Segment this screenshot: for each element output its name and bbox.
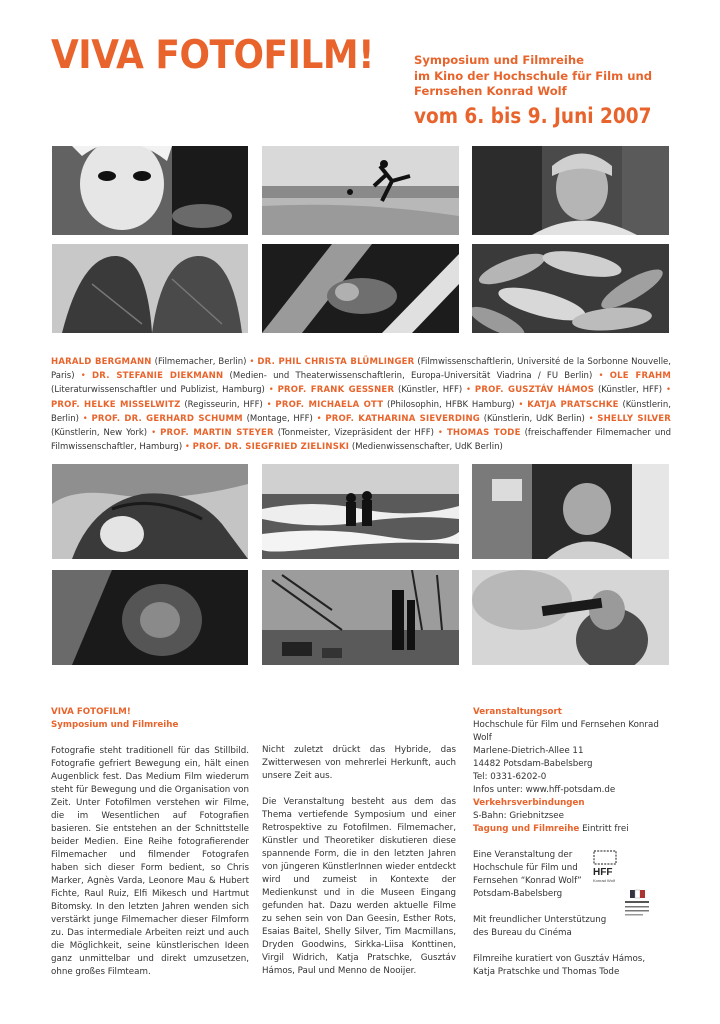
program-para-2: Die Veranstaltung besteht aus dem das Thema vertiefende Symposium und einer Retrospektive zu Fotofilmen. Filmemacher, Künstler und Theoretiker diskutieren diese spannende Form, die in den letzten Jahren von jüngeren KünstlerInnen wieder entdeckt wird und zumeist in Kontexte der Medienkunst und in die Museen Eingang gefunden hat. Dazu werden aktuelle Filme zu sehen sein von Dan Geesin, Esther Rots, Esaias Baitel, Shelly Silver, Tim Macmillans, Dryden Goodwins, Sirkka-Liisa Konttinen, Virgil Widrich, Katja Pratschke, Gusztáv Hámos, Paul und Menno de Nooijer. [262,797,456,976]
intro-body: Fotografie steht traditionell für das Stillbild. Fotografie gefriert Bewegung ein, hält einen Augenblick fest. Das Medium Film wiederum steht für Bewegung und die Organisation von Zeit. Unter Fotofilmen verstehen wir Filme, die im Wesentlichen auf Fotografien basieren. Sie entstehen an der Schnittstelle beider Medien. Eine Reihe fotografierender Filmemacher und filmender Fotografen haben sich dieser Form bedient, so Chris Marker, Agnès Varda, Leonore Mau & Hubert Fichte, Raul Ruiz, Elfi Mikesch und Hartmut Bitomsky. In den letzten Jahren wenden sich verstärkt junge Filmemacher dieser Filmform zu. Das intermediale Arbeiten reizt und auch die Möglichkeit, seine künstlerischen Ideen ganz unmittelbar und direkt umzusetzen, ohne großes Filmteam. [51,746,249,977]
participant-desc: (Künstlerin, New York) [51,428,148,439]
poster-title: VIVA FOTOFILM! [51,33,375,78]
support-line: Mit freundlicher Unterstützung [473,915,607,925]
participant-desc: (Filmemacher, Berlin) [154,357,247,367]
venue-line[interactable]: Infos unter: www.hff-potsdam.de [473,785,616,795]
participant-desc: (Literaturwissenschaftler und Publizist, Hamburg) [51,385,265,396]
participant-name: OLE FRAHM [609,371,671,382]
participant-name: KATJA PRATSCHKE [527,399,619,410]
photo-woman-hair [52,464,248,559]
admission-heading: Tagung und Filmreihe [473,824,580,834]
participant-name: PROF. DR. GERHARD SCHUMM [91,413,243,424]
participant-name: PROF. GUSZTÁV HÁMOS [474,385,595,396]
intro-subtitle: Symposium und Filmreihe [51,720,179,730]
participant-desc: (Medien- und Theaterwissenschaftlerin, Europa-Universität Viadrina / FU Berlin) [229,371,593,382]
participant-name: PROF. DR. SIEGFRIED ZIELINSKI [192,442,350,453]
photo-beach-kick [262,146,459,235]
hff-logo [592,850,628,884]
photo-man-portrait [472,146,669,235]
participant-name: PROF. FRANK GESSNER [277,385,395,396]
participant-name: DR. PHIL CHRISTA BLÜMLINGER [257,357,415,367]
venue-heading: Veranstaltungsort [473,707,562,717]
program-column [262,744,456,978]
photo-fish-pile [472,244,669,333]
participant-desc: (Regisseurin, HFF) [184,399,263,410]
intro-title: VIVA FOTOFILM! [51,707,131,717]
program-para-1: Nicht zuletzt drückt das Hybride, das Zwitterwesen von mehrerlei Herkunft, auch unsere Zeit aus. [262,745,456,781]
participant-name: PROF. KATHARINA SIEVERDING [325,413,480,424]
venue-line: Marlene-Dietrich-Allee 11 [473,746,584,756]
participant-desc: (Künstler, HFF) [597,385,663,396]
subtitle-line: im Kino der Hochschule für Film und [414,68,653,83]
info-column [473,706,673,979]
participant-desc: (Medienwissenschafter, UdK Berlin) [351,442,503,453]
photo-dark-figure [52,570,248,665]
photo-hooded-figures [52,244,248,333]
participant-desc: (freischaffender Filmemacher und Filmwissenschaftler, Hamburg) [51,428,672,453]
intro-column [51,706,249,979]
photo-harbor-cranes [262,570,459,665]
participant-name: PROF. MICHAELA OTT [275,399,384,410]
photo-couple-waves [262,464,459,559]
organizer-line: Eine Veranstaltung der [473,850,573,860]
hff-logo-text: HFF [593,867,613,878]
organizer-line: Fernsehen “Konrad Wolf” [473,876,582,886]
participant-name: DR. STEFANIE DIEKMANN [92,371,224,382]
photo-man-interior [472,464,669,559]
participant-desc: (Künstler, HFF) [398,385,463,396]
poster-subtitle [414,53,684,100]
participant-desc: (Philosophin, HFBK Hamburg) [387,399,515,410]
venue-line: Hochschule für Film und Fernsehen Konrad Wolf [473,720,659,743]
participant-desc: (Filmwissenschaftlerin, Université de la Sorbonne Nouvelle, Paris) [51,357,671,382]
photo-woman-face [52,146,248,235]
hff-logo-subtext: Konrad Wolf [593,878,615,883]
participant-name: HARALD BERGMANN [51,357,152,367]
subtitle-line: Fernsehen Konrad Wolf [414,84,567,98]
participant-name: PROF. MARTIN STEYER [160,428,274,439]
participant-name: THOMAS TODE [446,428,521,439]
bureau-du-cinema-logo [622,889,652,919]
participant-desc: (Künstlerin, UdK Berlin) [483,413,585,424]
participant-desc: (Tonmeister, Vizepräsident der HFF) [277,428,434,439]
participant-name: SHELLY SILVER [597,413,672,424]
transport-line: S-Bahn: Griebnitzsee [473,811,565,821]
organizer-line: Potsdam-Babelsberg [473,889,563,899]
participant-desc: (Montage, HFF) [246,413,313,424]
venue-line: Tel: 0331-6202-0 [473,772,547,782]
venue-line: 14482 Potsdam-Babelsberg [473,759,593,769]
transport-heading: Verkehrsverbindungen [473,798,585,808]
photo-binoculars-man [472,570,669,665]
support-line: des Bureau du Cinéma [473,928,572,938]
subtitle-line: Symposium und Filmreihe [414,53,584,67]
event-date: vom 6. bis 9. Juni 2007 [414,104,652,128]
participant-name: PROF. HELKE MISSELWITZ [51,399,181,410]
admission-text: Eintritt frei [582,824,629,834]
photo-boat-sleeper [262,244,459,333]
curators-line: Filmreihe kuratiert von Gusztáv Hámos, [473,954,646,964]
participant-desc: (Künstlerin, Berlin) [51,399,671,424]
organizer-line: Hochschule für Film und [473,863,578,873]
participants-list: HARALD BERGMANN (Filmemacher, Berlin) • DR. PHIL CHRISTA BLÜMLINGER (Filmwissenschaftlerin, Université de la Sorbonne Nouvelle, Paris) • DR. STEFANIE DIEKMANN (Medien- und Theaterwissenschaftlerin, Europa-Universität Viadrina / FU Berlin) • OLE FRAHM (Literaturwissenschaftler und Publizist, Hamburg) • PROF. FRANK GESSNER (Künstler, HFF) • PROF. GUSZTÁV HÁMOS (Künstler, HFF) • PROF. HELKE MISSELWITZ (Regisseurin, HFF) • PROF. MICHAELA OTT (Philosophin, HFBK Hamburg) • KATJA PRATSCHKE (Künstlerin, Berlin) • PROF. DR. GERHARD SCHUMM (Montage, HFF) • PROF. KATHARINA SIEVERDING (Künstlerin, UdK Berlin) • SHELLY SILVER (Künstlerin, New York) • PROF. MARTIN STEYER (Tonmeister, Vizepräsident der HFF) • THOMAS TODE (freischaffender Filmemacher und Filmwissenschaftler, Hamburg) • PROF. DR. SIEGFRIED ZIELINSKI (Medienwissenschafter, UdK Berlin) [51,357,672,453]
curators-line: Katja Pratschke und Thomas Tode [473,967,620,977]
